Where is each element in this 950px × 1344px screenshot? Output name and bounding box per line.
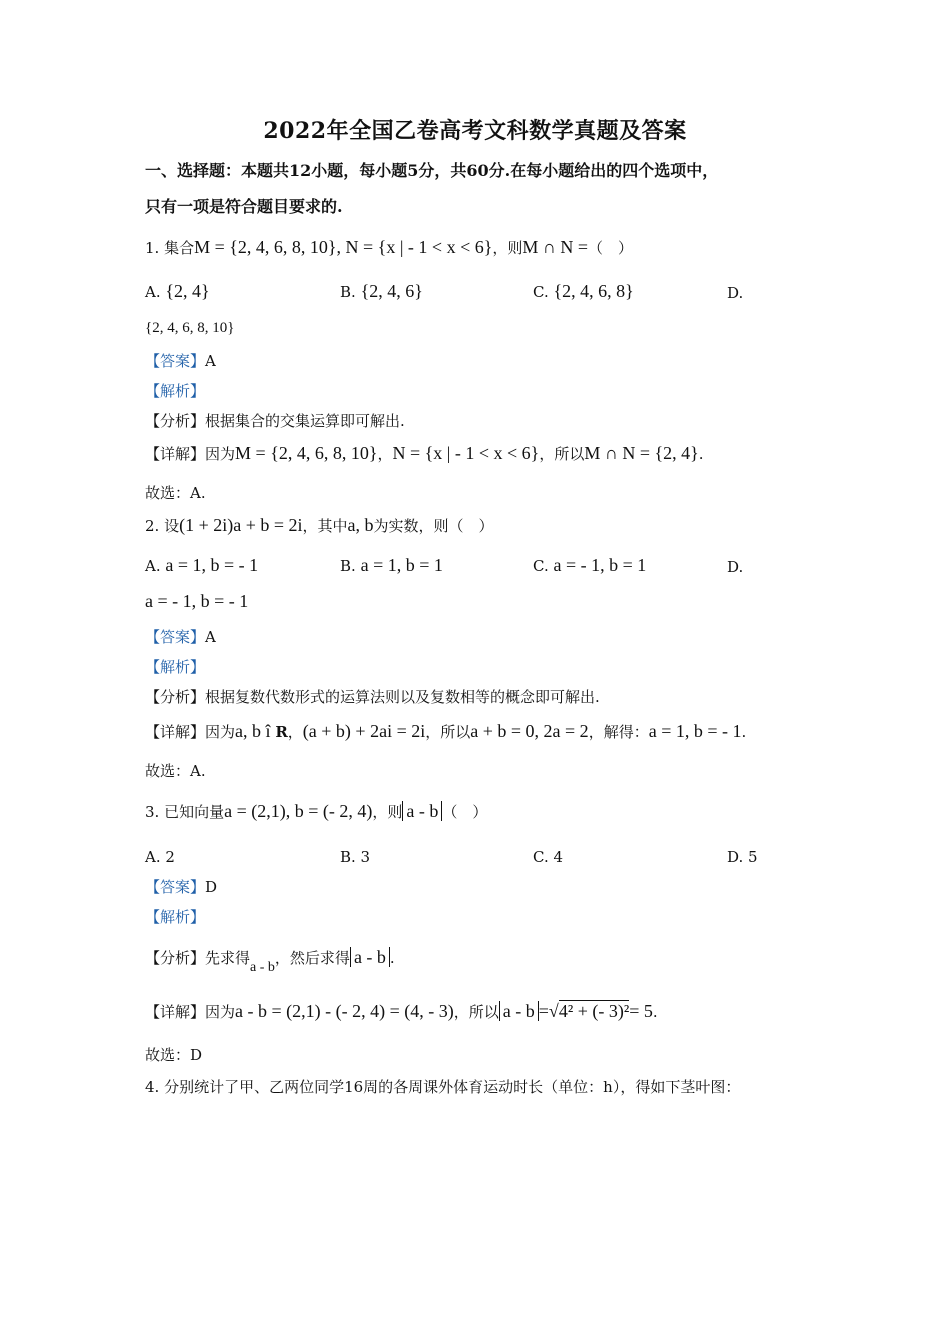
q1-then: ，则: [492, 239, 523, 257]
q3-fenxi-abs: a - b: [350, 947, 390, 967]
q1-prefix: 1. 集合: [145, 239, 195, 257]
q2-tail: 为实数，则（ ）: [373, 517, 494, 535]
q2-detail-r: R: [275, 723, 288, 741]
q2-fenxi: [145, 686, 600, 708]
q2-detail-ab: a, b î: [235, 721, 271, 741]
q3-stem: [145, 800, 487, 823]
q2-option-a-letter: A.: [145, 557, 161, 575]
q1-detail: [145, 442, 704, 465]
q1-choose: 故选：A.: [145, 484, 206, 502]
q1-fenxi-text: 根据集合的交集运算即可解出.: [205, 412, 405, 430]
q2-option-d-value: [145, 590, 248, 613]
q3-fenxi-prefix: 先求得: [205, 949, 251, 967]
q1-set-m: M = {2, 4, 6, 8, 10}: [194, 237, 337, 257]
q1-option-b-value: {2, 4, 6}: [360, 281, 423, 301]
q1-answer-value: A: [205, 352, 216, 370]
q1-option-a: [145, 280, 210, 303]
q1-option-d-text: {2, 4, 6, 8, 10}: [145, 320, 235, 336]
section-heading-line1: 一、选择题：本题共12小题，每小题5分，共60分.在每小题给出的四个选项中，: [145, 161, 719, 180]
q4-stem: 4. 分别统计了甲、乙两位同学16周的各周课外体育运动时长（单位：h），得如下茎叶图：: [145, 1078, 741, 1096]
q3-detail-prefix: 因为: [205, 1003, 236, 1021]
q2-stem: [145, 514, 494, 537]
q3-analysis-label: 【解析】: [145, 908, 206, 926]
q3-detail-sqrt: 4² + (- 3)²: [558, 1001, 630, 1021]
q1-blank: （ ）: [588, 239, 634, 257]
q2-option-b-letter: B.: [340, 557, 356, 575]
q1-detail-n: N = {x | - 1 < x < 6}: [392, 443, 540, 463]
q2-detail-prefix: 因为: [205, 723, 236, 741]
q2-fenxi-tag: 【分析】: [145, 688, 206, 706]
q2-answer-tag: 【答案】: [145, 628, 206, 646]
q1-option-b: [340, 280, 423, 303]
q2-detail-result: a = 1, b = - 1: [648, 721, 742, 741]
q1-detail-end: .: [698, 445, 704, 463]
q3-detail-end: .: [652, 1003, 658, 1021]
q2-detail-solve: ，解得：: [588, 723, 649, 741]
q3-detail-equals: =: [538, 1001, 549, 1021]
q1-option-c-letter: C.: [533, 283, 549, 301]
q1-answer: [145, 350, 216, 372]
q3-prefix: 3. 已知向量: [145, 803, 225, 821]
q1-option-d-value: [145, 316, 234, 339]
q2-detail: [145, 720, 746, 743]
q2-detail-system: a + b = 0, 2a = 2: [470, 721, 589, 741]
q1-detail-m: M = {2, 4, 6, 8, 10}: [235, 443, 378, 463]
q1-detail-result: M ∩ N = {2, 4}: [584, 443, 699, 463]
q2-choose: 故选：A.: [145, 762, 206, 780]
q2-fenxi-text: 根据复数代数形式的运算法则以及复数相等的概念即可解出.: [205, 688, 600, 706]
q2-answer: [145, 626, 216, 648]
q1-option-b-letter: B.: [340, 283, 356, 301]
sqrt-icon: √: [548, 1001, 559, 1021]
q3-fenxi-mid: ，然后求得: [274, 949, 350, 967]
q1-answer-tag: 【答案】: [145, 352, 206, 370]
q2-answer-value: A: [205, 628, 216, 646]
q3-detail-equation: a - b = (2,1) - (- 2, 4) = (4, - 3): [235, 1001, 454, 1021]
q1-analysis-label: 【解析】: [145, 382, 206, 400]
page-title: 2022年全国乙卷高考文科数学真题及答案: [263, 118, 687, 144]
q2-analysis-tag: [145, 656, 205, 678]
q2-prefix: 2. 设: [145, 517, 180, 535]
q3-detail-so: ，所以: [453, 1003, 499, 1021]
section-heading-line2: 只有一项是符合题目要求的.: [145, 197, 343, 216]
q3-option-a: A. 2: [145, 848, 175, 866]
q3-option-c: C. 4: [533, 848, 564, 866]
q2-option-c-value: a = - 1, b = 1: [553, 555, 647, 575]
q3-option-d: D. 5: [727, 848, 758, 866]
q3-answer-tag: 【答案】: [145, 878, 206, 896]
q2-option-d-letter: D.: [727, 558, 744, 576]
q1-expr: M ∩ N =: [522, 237, 589, 257]
q2-detail-equation: (a + b) + 2ai = 2i: [302, 721, 426, 741]
q3-option-b: B. 3: [340, 848, 371, 866]
q1-stem: [145, 236, 633, 259]
q3-analysis-tag: [145, 906, 205, 928]
q2-option-a: [145, 554, 258, 577]
q1-analysis-tag: [145, 380, 205, 402]
q2-option-b-value: a = 1, b = 1: [360, 555, 443, 575]
q1-detail-prefix: 因为: [205, 445, 236, 463]
q1-detail-tag: 【详解】: [145, 445, 206, 463]
q3-detail-abs: a - b: [499, 1001, 539, 1021]
q3-fenxi: [145, 946, 395, 975]
q3-then: ，则: [372, 803, 403, 821]
q3-answer: [145, 876, 217, 898]
q1-detail-sep: ，: [377, 445, 393, 463]
q3-choose: 故选：D: [145, 1046, 203, 1064]
q2-detail-end: .: [741, 723, 747, 741]
q3-abs-expr: a - b: [402, 801, 442, 821]
q2-option-a-value: a = 1, b = - 1: [165, 555, 259, 575]
q1-option-a-letter: A.: [145, 283, 161, 301]
q3-detail-tag: 【详解】: [145, 1003, 206, 1021]
q3-fenxi-tag: 【分析】: [145, 949, 206, 967]
q2-detail-comma: ，: [287, 723, 303, 741]
q3-fenxi-end: .: [389, 949, 395, 967]
q2-detail-tag: 【详解】: [145, 723, 206, 741]
q2-mid: ，其中: [302, 517, 348, 535]
q1-set-n: , N = {x | - 1 < x < 6}: [336, 237, 493, 257]
q2-analysis-label: 【解析】: [145, 658, 206, 676]
q3-detail: [145, 1000, 658, 1023]
q3-blank: （ ）: [442, 803, 488, 821]
q2-equation: (1 + 2i)a + b = 2i: [179, 515, 303, 535]
q1-detail-so: ，所以: [539, 445, 585, 463]
q1-option-c-value: {2, 4, 6, 8}: [553, 281, 634, 301]
q2-option-c: [533, 554, 646, 577]
q3-answer-value: D: [205, 878, 218, 896]
q1-fenxi-tag: 【分析】: [145, 412, 206, 430]
q2-option-b: [340, 554, 443, 577]
q1-option-d-letter: D.: [727, 284, 744, 302]
q1-fenxi: [145, 410, 405, 432]
q3-vectors: a = (2,1), b = (- 2, 4): [224, 801, 373, 821]
q2-option-d-text: a = - 1, b = - 1: [145, 591, 249, 611]
q1-option-a-value: {2, 4}: [165, 281, 210, 301]
q2-option-c-letter: C.: [533, 557, 549, 575]
q2-ab: a, b: [347, 515, 374, 535]
q1-option-c: [533, 280, 634, 303]
q3-detail-result: = 5: [629, 1001, 653, 1021]
q3-fenxi-expr: a - b: [250, 960, 275, 975]
q2-detail-so: ，所以: [425, 723, 471, 741]
